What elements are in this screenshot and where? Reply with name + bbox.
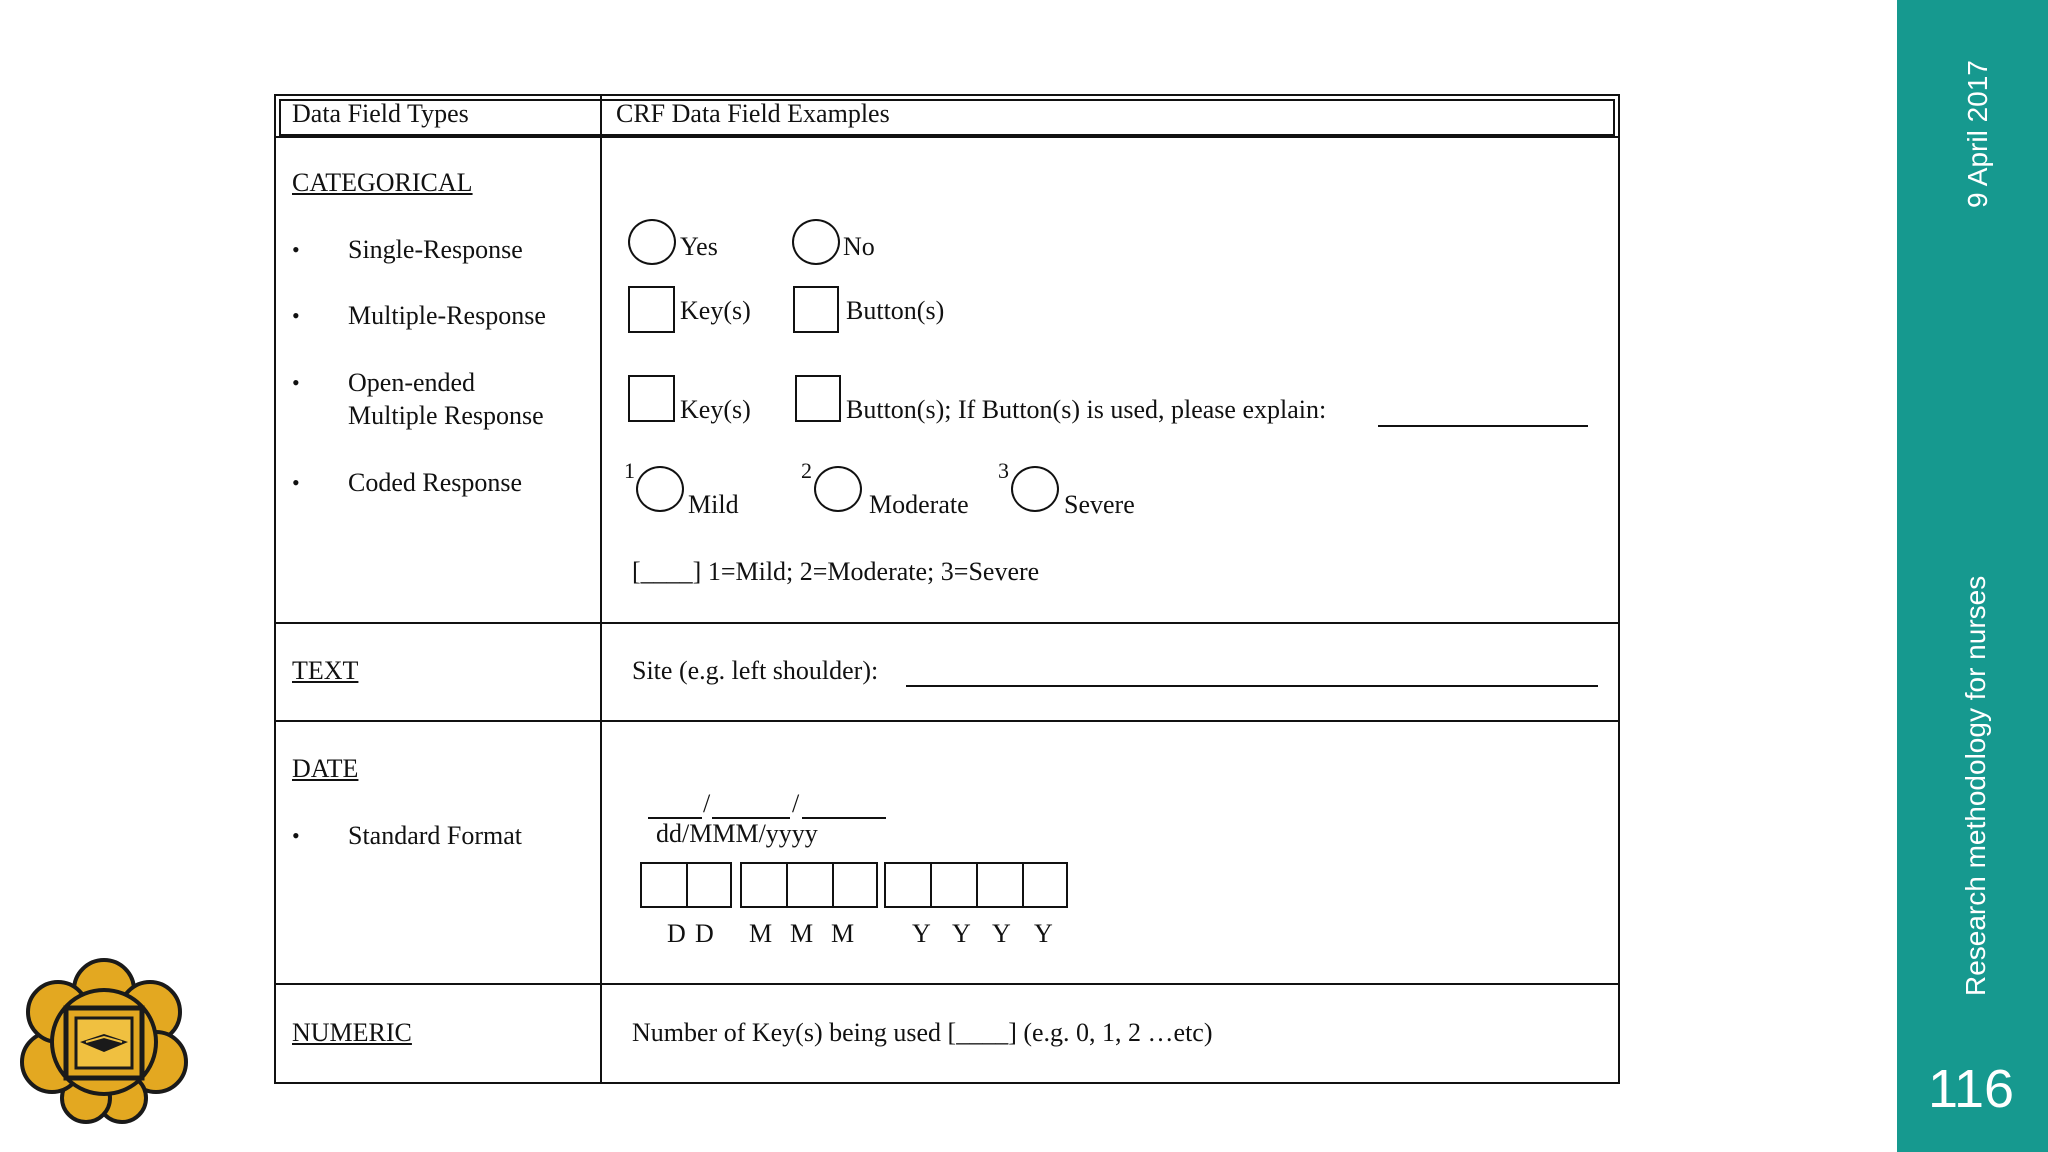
sidebar-date: 9 April 2017 — [1962, 60, 1993, 208]
radio-moderate[interactable] — [814, 466, 862, 512]
bullet: • — [292, 237, 300, 262]
numeric-example: Number of Key(s) being used [____] (e.g. 0, 1, 2 …etc) — [632, 1018, 1213, 1047]
item-coded-response: Coded Response — [348, 468, 523, 497]
checkbox-keys[interactable] — [628, 286, 675, 333]
code-number-1: 1 — [624, 458, 635, 483]
date-slash-1: / — [703, 789, 711, 818]
site-blank-line[interactable] — [906, 685, 1598, 687]
item-open-ended: Open-ended — [348, 368, 476, 397]
label-severe: Severe — [1064, 490, 1135, 519]
university-crest-icon — [18, 956, 190, 1124]
header-inner-border — [279, 99, 1615, 136]
date-letter-y1: Y — [912, 919, 931, 948]
date-letter-m3: M — [831, 919, 855, 948]
item-multiple-response: Multiple-Response — [348, 301, 546, 330]
date-letter-d1: D — [667, 919, 686, 948]
label-keys: Key(s) — [680, 296, 751, 325]
date-boxes-mmm[interactable] — [740, 862, 878, 908]
bullet: • — [292, 370, 300, 395]
date-format-label: dd/MMM/yyyy — [656, 819, 818, 848]
label-buttons: Button(s) — [846, 296, 945, 325]
row-divider-text — [274, 720, 1620, 722]
header-divider — [274, 136, 1620, 138]
text-example-label: Site (e.g. left shoulder): — [632, 656, 879, 685]
row-divider-categorical — [274, 622, 1620, 624]
radio-yes[interactable] — [628, 219, 676, 265]
label-yes: Yes — [680, 232, 718, 261]
page-number: 116 — [1928, 1059, 2015, 1119]
date-boxes-yyyy[interactable] — [884, 862, 1068, 908]
checkbox-open-buttons[interactable] — [795, 375, 841, 422]
date-letter-m1: M — [749, 919, 773, 948]
explain-blank-line[interactable] — [1378, 425, 1588, 427]
radio-mild[interactable] — [636, 466, 684, 512]
bullet: • — [292, 303, 300, 328]
row-divider-date — [274, 983, 1620, 985]
text-heading: TEXT — [292, 656, 359, 685]
date-boxes-dd[interactable] — [640, 862, 732, 908]
label-no: No — [843, 232, 875, 261]
bullet: • — [292, 470, 300, 495]
label-open-buttons-explain: Button(s); If Button(s) is used, please explain: — [846, 395, 1327, 424]
date-letter-y2: Y — [952, 919, 971, 948]
date-letter-d2: D — [695, 919, 714, 948]
header-data-field-types: Data Field Types — [292, 99, 469, 128]
date-heading: DATE — [292, 754, 359, 783]
code-number-3: 3 — [998, 458, 1009, 483]
numeric-heading: NUMERIC — [292, 1018, 412, 1047]
header-crf-examples: CRF Data Field Examples — [616, 99, 890, 128]
checkbox-open-keys[interactable] — [628, 375, 675, 422]
column-divider — [600, 94, 602, 1084]
radio-no[interactable] — [792, 219, 840, 265]
item-single-response: Single-Response — [348, 235, 523, 264]
item-standard-format: Standard Format — [348, 821, 523, 850]
date-letter-y3: Y — [992, 919, 1011, 948]
date-letter-y4: Y — [1034, 919, 1053, 948]
code-number-2: 2 — [801, 458, 812, 483]
label-open-keys: Key(s) — [680, 395, 751, 424]
label-moderate: Moderate — [869, 490, 969, 519]
date-letter-m2: M — [790, 919, 814, 948]
coded-key-line: [____] 1=Mild; 2=Moderate; 3=Severe — [632, 557, 1040, 586]
bullet: • — [292, 823, 300, 848]
item-open-ended-line2: Multiple Response — [348, 401, 544, 430]
categorical-heading: CATEGORICAL — [292, 168, 473, 197]
date-slash-2: / — [792, 789, 800, 818]
sidebar-course: Research methodology for nurses — [1960, 575, 1991, 996]
checkbox-buttons[interactable] — [793, 286, 839, 333]
label-mild: Mild — [688, 490, 739, 519]
radio-severe[interactable] — [1011, 466, 1059, 512]
